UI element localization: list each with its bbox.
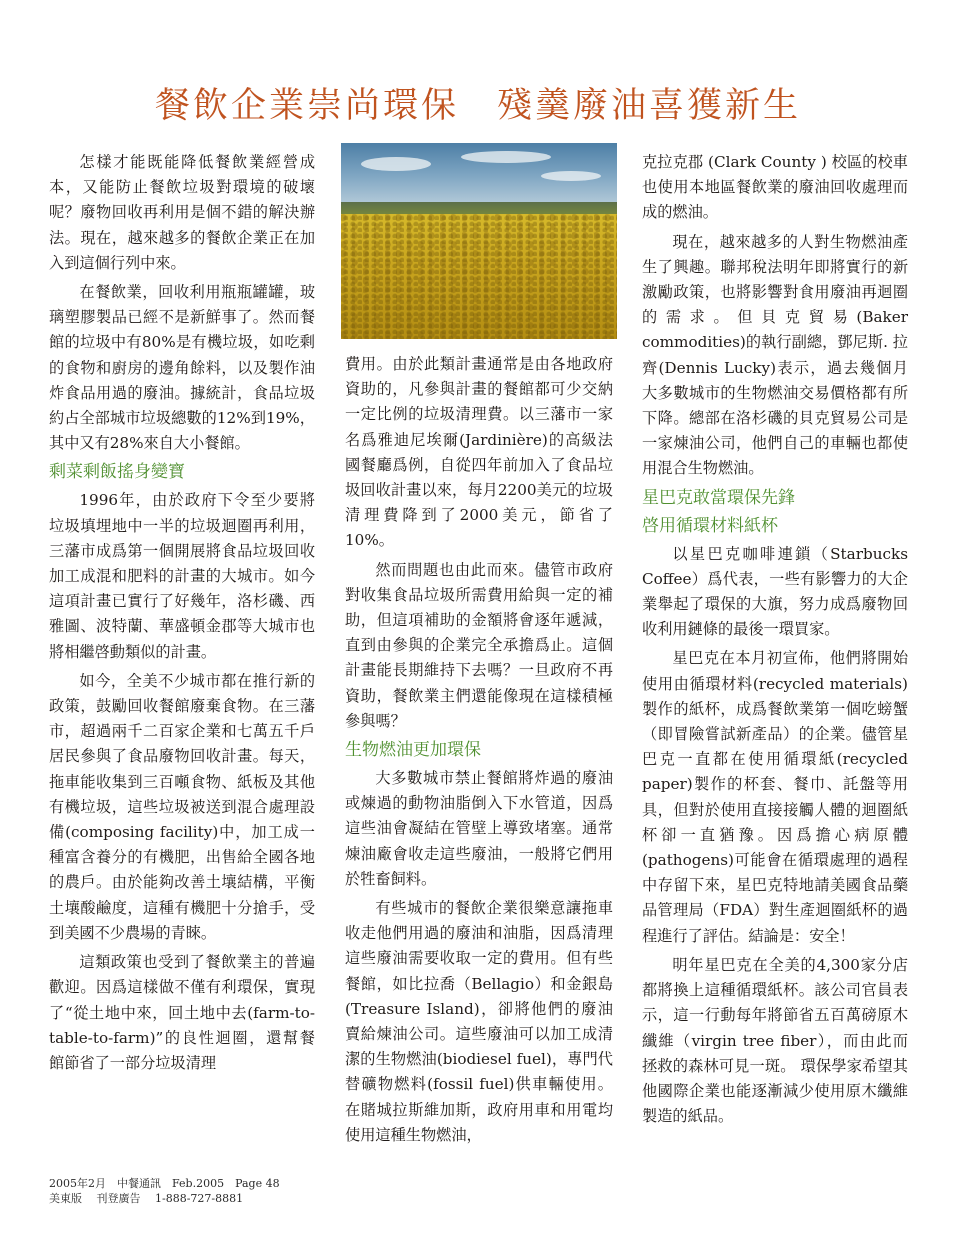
paragraph: 怎樣才能既能降低餐飲業經營成本，又能防止餐飲垃圾對環境的破壞呢？廢物回收再利用是個不錯的解決辦法。現在，越來越多的餐飲企業正在加入到這個行列中來。 (49, 153, 315, 272)
rapeseed-field-photo (341, 143, 617, 339)
page-footer (49, 1176, 280, 1206)
paragraph: 然而問題也由此而來。儘管市政府對收集食品垃圾所需費用給與一定的補助，但這項補助的金額將會逐年遞減，直到由參與的企業完全承擔爲止。這個計畫能長期維持下去嗎？一旦政府不再資助，餐飲業主們還能像現在這樣積極參與嗎？ (345, 560, 613, 730)
section-heading: 星巴克敢當環保先鋒 (642, 487, 795, 508)
article-headline: 餐飲企業崇尚環保 殘羹廢油喜獲新生 (154, 86, 801, 126)
paragraph: 在餐飲業，回收利用瓶瓶罐罐，玻璃塑膠製品已經不是新鮮事了。然而餐館的垃圾中有80%是有機垃圾，如吃剩的食物和廚房的邊角餘料，以及製作油炸食品用過的廢油。據統計，食品垃圾約占全部城市垃圾總數的12%到19%，其中又有28%來自大小餐館。 (49, 283, 315, 453)
paragraph: 現在，越來越多的人對生物燃油產生了興趣。聯邦稅法明年即將實行的新激勵政策，也將影響對食用廢油再迴圈的需求。但貝克貿易(Baker commodities)的執行副總，鄧尼斯. 拉齊(Dennis Lucky)表示，過去幾個月大多數城市的生物燃油交易價格都有所下降。總部在洛杉磯的貝克貿易公司是一家煉油公司，他們自己的車輛也都使用混合生物燃油。 (642, 232, 908, 478)
footer-issue-line: 2005年2月 中餐通訊 Feb.2005 Page 48 (49, 1177, 280, 1190)
paragraph: 有些城市的餐飲企業很樂意讓拖車收走他們用過的廢油和油脂，因爲清理這些廢油需要收取一定的費用。但有些餐館，如比拉喬（Bellagio）和金銀島(Treasure Island)，卻將他們的廢油賣給煉油公司。這些廢油可以加工成清潔的生物燃油(biodiesel fuel)，專門代替礦物燃料(fossil fuel)供車輛使用。在賭城拉斯維加斯，政府用車和用電均使用這種生物燃油， (345, 899, 613, 1144)
paragraph: 如今，全美不少城市都在推行新的政策，鼓勵回收餐館廢棄食物。在三藩市，超過兩千二百家企業和七萬五千戶居民參與了食品廢物回收計畫。每天，拖車能收集到三百噸食物、紙板及其他有機垃圾，這些垃圾被送到混合處理設備(composing facility)中，加工成一種富含養分的有機肥，出售給全國各地的農戶。由於能夠改善土壤結構，平衡土壤酸鹼度，這種有機肥十分搶手，受到美國不少農場的青睞。 (49, 671, 315, 942)
section-subheading: 啓用循環材料紙杯 (642, 515, 778, 536)
photo-cloud (541, 171, 601, 181)
paragraph-continued: 費用。由於此類計畫通常是由各地政府資助的，凡參與計畫的餐館都可少交納一定比例的垃圾清理費。以三藩市一家名爲雅迪尼埃爾(Jardinière)的高級法國餐廳爲例，自從四年前加入了食品垃圾回收計畫以來，每月2200美元的垃圾清理費降到了2000美元，節省了10%。 (345, 355, 613, 550)
footer-advert-line: 美東版 刊登廣告 1-888-727-8881 (49, 1192, 244, 1205)
photo-cloud (361, 157, 431, 171)
paragraph: 大多數城市禁止餐館將炸過的廢油或煉過的動物油脂倒入下水管道，因爲這些油會凝結在管壁上導致堵塞。通常煉油廠會收走這些廢油，一般將它們用於牲畜飼料。 (345, 769, 613, 888)
photo-field (341, 214, 617, 339)
section-heading: 生物燃油更加環保 (345, 740, 481, 761)
paragraph: 以星巴克咖啡連鎖（Starbucks Coffee）爲代表，一些有影響力的大企業舉起了環保的大旗，努力成爲廢物回收利用鏈條的最後一環買家。 (642, 544, 908, 639)
paragraph: 這類政策也受到了餐飲業主的普遍歡迎。因爲這樣做不僅有利環保，實現了“從土地中來，回土地中去(farm-to-table-to-farm)”的良性迴圈，還幫餐館節省了一部分垃圾清理 (49, 953, 315, 1072)
column-2 (345, 352, 613, 1152)
paragraph: 星巴克在本月初宣佈，他們將開始使用由循環材料(recycled materials)製作的紙杯，成爲餐飲業第一個吃螃蟹（即冒險嘗試新產品）的企業。儘管星巴克一直都在使用循環紙(recycled paper)製作的杯套、餐巾、託盤等用具，但對於使用直接接觸人體的迴圈紙杯卻一直猶豫。因爲擔心病原體(pathogens)可能會在循環處理的過程中存留下來，星巴克特地請美國食品藥品管理局（FDA）對生產迴圈紙杯的過程進行了評估。結論是：安全！ (642, 649, 908, 945)
section-heading: 剩菜剩飯搖身變寶 (49, 462, 185, 483)
paragraph-continued: 克拉克郡 (Clark County ) 校區的校車也使用本地區餐飲業的廢油回收處理而成的燃油。 (642, 153, 908, 222)
paragraph: 1996年，由於政府下令至少要將垃圾填埋地中一半的垃圾迴圈再利用，三藩市成爲第一個開展將食品垃圾回收加工成混和肥料的計畫的大城市。如今這項計畫已實行了好幾年，洛杉磯、西雅圖、波特蘭、華盛頓金郡等大城市也將相繼啓動類似的計畫。 (49, 491, 315, 661)
photo-cloud (461, 151, 551, 163)
column-3 (642, 150, 908, 1133)
column-1 (49, 150, 315, 1080)
paragraph: 明年星巴克在全美的4,300家分店都將換上這種循環紙杯。該公司官員表示，這一行動每年將節省五百萬磅原木纖維（virgin tree fiber），而由此而拯救的森林可見一斑。 環保學家希望其他國際企業也能逐漸減少使用原木纖維製造的紙品。 (642, 955, 908, 1126)
